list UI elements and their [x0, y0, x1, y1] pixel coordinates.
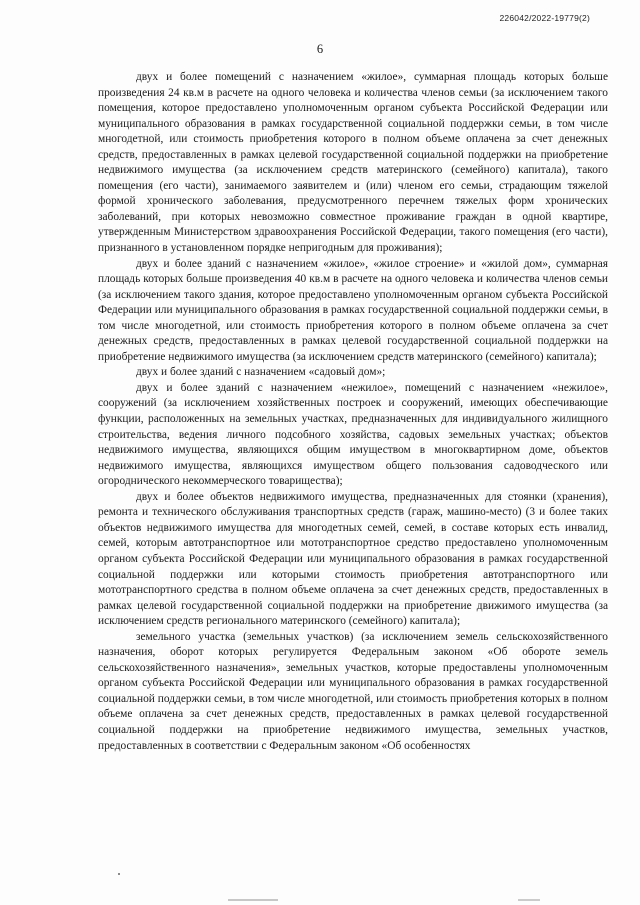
paragraph: земельного участка (земельных участков) (за исключением земель сельскохозяйственного назначения, оборот которых регулируется Федеральным законом «Об обороте земель сельскохозяйственного назначения», земельных участков, которые предоставлены уполномоченным органом субъекта Российской Федерации или муниципального образования в рамках государственной социальной поддержки семьи, в том числе многодетной, или стоимость приобретения которых в полном объеме оплачена за счет денежных средств, предоставленных в рамках целевой государственной социальной поддержки на приобретение недвижимого имущества, земельных участков, предоставленных в соответствии с Федеральным законом «Об особенностях	[98, 630, 608, 752]
scan-edge-mark	[228, 899, 278, 901]
paragraph: двух и более зданий с назначением «нежилое», помещений с назначением «нежилое», сооружений (за исключением хозяйственных построек и сооружений, имеющих обеспечивающие функции, расположенных на земельных участках, предназначенных для индивидуального жилищного строительства, ведения личного подсобного хозяйства, садовых земельных участках; объектов недвижимого имущества, являющихся общим имуществом в многоквартирном доме, объектов недвижимого имущества, являющихся имуществом общего пользования садоводческого или огороднического некоммерческого товарищества);	[98, 381, 608, 488]
paragraph: двух и более зданий с назначением «садовый дом»;	[136, 366, 386, 379]
paragraph: двух и более помещений с назначением «жилое», суммарная площадь которых больше произведения 24 кв.м в расчете на одного человека и количества членов семьи (за исключением такого помещения, которое предоставлено уполномоченным органом субъекта Российской Федерации или муниципального образования в рамках государственной социальной поддержки семьи, в том числе многодетной, или стоимость приобретения которого в полном объеме оплачена за счет денежных средств, предоставленных в рамках целевой государственной социальной поддержки на приобретение недвижимого имущества (за исключением средств материнского (семейного) капитала), такого помещения (его части), занимаемого заявителем и (или) членом его семьи, страдающим тяжелой формой хронического заболевания, предусмотренного перечнем тяжелых форм хронических заболеваний, при которых невозможно совместное проживание граждан в одной квартире, утвержденным Министерством здравоохранения Российской Федерации, такого помещения (его части), признанного в установленном порядке непригодным для проживания);	[98, 71, 608, 255]
paragraph: двух и более зданий с назначением «жилое», «жилое строение» и «жилой дом», суммарная площадь которых больше произведения 40 кв.м в расчете на одного человека и количества членов семьи (за исключением такого здания, которое предоставлено уполномоченным органом субъекта Российской Федерации или муниципального образования в рамках государственной социальной поддержки семьи, в том числе многодетной, или стоимость приобретения которого в полном объеме оплачена за счет денежных средств, предоставленных в рамках целевой государственной социальной поддержки на приобретение недвижимого имущества (за исключением средств материнского (семейного) капитала);	[98, 257, 608, 363]
scan-edge-mark	[518, 899, 540, 901]
document-number: 226042/2022-19779(2)	[499, 13, 590, 23]
scan-artifact	[118, 873, 120, 875]
page-number: 6	[316, 42, 324, 56]
document-body	[98, 70, 608, 754]
paragraph: двух и более объектов недвижимого имущества, предназначенных для стоянки (хранения), ремонта и технического обслуживания транспортных средств (гараж, машино-место) (3 и более таких объектов недвижимого имущества для многодетных семей, семей, в составе которых есть инвалид, семей, которым автотранспортное или мототранспортное средство предоставлено уполномоченным органом субъекта Российской Федерации или муниципального образования в рамках государственной социальной поддержки или которыми стоимость приобретения автотранспортного или мототранспортного средства в полном объеме оплачена за счет денежных средств, предоставленных в рамках целевой государственной социальной поддержки на приобретение движимого имущества (за исключением средств регионального материнского (семейного) капитала);	[98, 490, 608, 628]
